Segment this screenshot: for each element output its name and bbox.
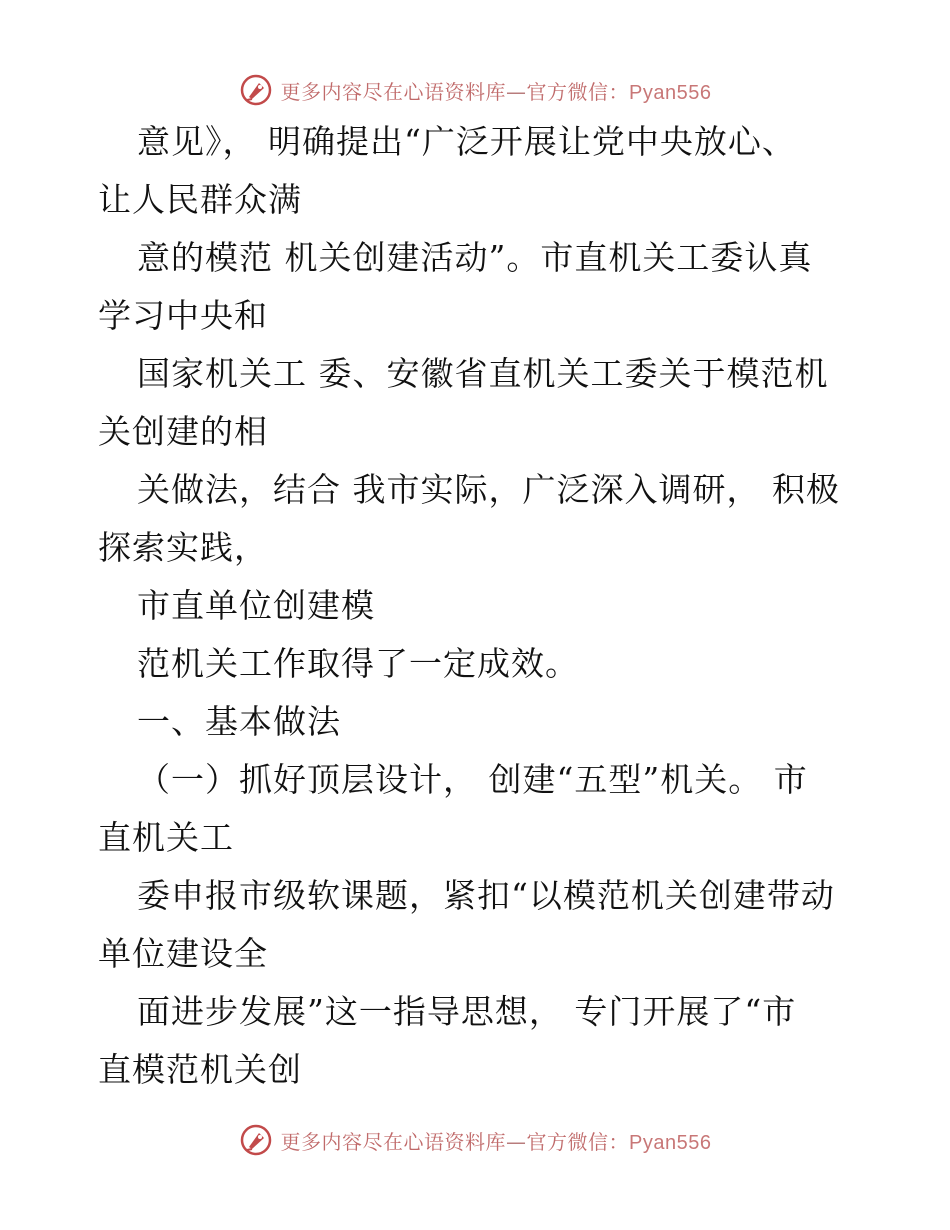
text-line: 意见》， 明确提出“广泛开展让党中央放心、: [137, 122, 796, 161]
footer-watermark: [0, 1120, 950, 1160]
watermark-text: [281, 76, 712, 105]
text-line: 委申报市级软课题，紧扣“以模范机关创建带动: [137, 876, 835, 915]
watermark-cn: 更多内容尽在心语资料库: [280, 1129, 507, 1154]
text-line: 面进步发展”这一指导思想， 专门开展了“市: [137, 992, 797, 1031]
text-line: 学习中央和: [98, 296, 268, 335]
text-line: 国家机关工 委、安徽省直机关工委关于模范机: [137, 354, 829, 393]
watermark-id: Pyan556: [629, 81, 712, 104]
text-line: 直机关工: [98, 818, 234, 857]
watermark-dash: —: [506, 1129, 527, 1154]
pen-nib-logo-icon: [239, 73, 273, 107]
text-line: 让人民群众满: [98, 180, 302, 219]
text-line: 范机关工作取得了一定成效。: [137, 644, 579, 683]
text-line: 直模范机关创: [98, 1050, 302, 1089]
text-line: 关创建的相: [98, 412, 268, 451]
watermark-text: [281, 1126, 712, 1155]
pen-nib-logo-icon: [239, 1123, 273, 1157]
text-line: 市直单位创建模: [137, 586, 375, 625]
text-line: 探索实践，: [98, 528, 268, 567]
header-watermark: [0, 70, 950, 110]
text-line: 关做法，结合 我市实际，广泛深入调研， 积极: [137, 470, 840, 509]
text-line: 意的模范 机关创建活动”。市直机关工委认真: [137, 238, 813, 277]
watermark-id: Pyan556: [629, 1131, 712, 1154]
text-line: （一）抓好顶层设计， 创建“五型”机关。 市: [137, 760, 808, 799]
watermark-cn2: 官方微信：: [526, 79, 630, 104]
watermark-cn: 更多内容尽在心语资料库: [280, 79, 507, 104]
watermark-cn2: 官方微信：: [526, 1129, 630, 1154]
section-heading: 一、基本做法: [137, 702, 341, 741]
text-line: 单位建设全: [98, 934, 268, 973]
watermark-dash: —: [506, 79, 527, 104]
